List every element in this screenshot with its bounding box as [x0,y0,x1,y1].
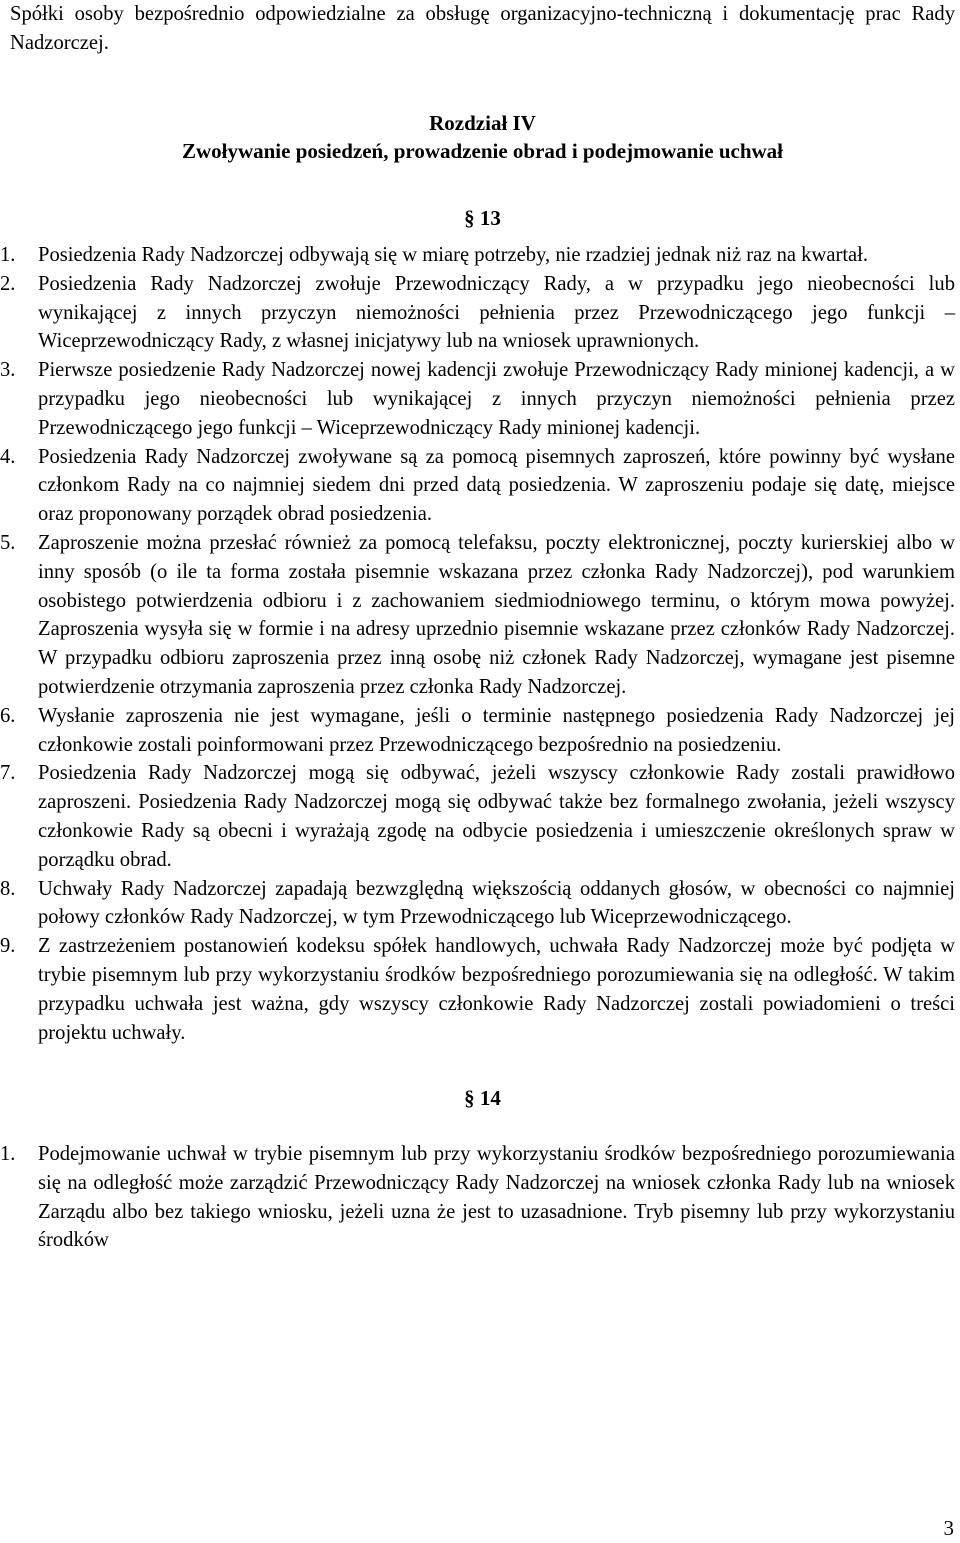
point-text: Posiedzenia Rady Nadzorczej mogą się odbywać, jeżeli wszyscy członkowie Rady zostali prawidłowo zaproszeni. Posiedzenia Rady Nadzorczej mogą się odbywać także bez formalnego zwołania, jeżeli wszyscy członkowie Rady są obecni i wyrażają zgodę na odbycie posiedzenia i umieszczenie określonych spraw w porządku obrad. [38,762,955,871]
point-number: 3. [0,359,16,382]
chapter-heading [10,109,955,167]
list-item [0,356,955,442]
chapter-title: Rozdział IV [429,110,536,135]
point-number: 1. [0,1143,16,1166]
section-13-heading: § 13 [464,206,501,231]
point-text: Uchwały Rady Nadzorczej zapadają bezwzględną większością oddanych głosów, w obecności co najmniej połowy członków Rady Nadzorczej, w tym Przewodniczącego lub Wiceprzewodniczącego. [38,877,955,929]
list-item [0,529,955,702]
list-item [0,241,955,270]
point-text: Pierwsze posiedzenie Rady Nadzorczej nowej kadencji zwołuje Przewodniczący Rady minionej kadencji, a w przypadku jego nieobecności lub wynikającej z innych przyczyn niemożności pełnienia przez Przewodniczącego jego funkcji – Wiceprzewodniczący Rady minionej kadencji. [38,359,955,439]
list-item [0,270,955,356]
list-item [0,1140,955,1255]
list-item [0,702,955,760]
chapter-subtitle: Zwoływanie posiedzeń, prowadzenie obrad i podejmowanie uchwał [181,139,784,164]
point-number: 2. [0,272,16,295]
point-number: 7. [0,762,16,785]
list-item [0,443,955,529]
point-text: Podejmowanie uchwał w trybie pisemnym lub przy wykorzystaniu środków bezpośredniego porozumiewania się na odległość może zarządzić Przewodniczący Rady Nadzorczej na wniosek członka Rady lub na wniosek Zarządu albo bez takiego wniosku, jeżeli uzna że jest to uzasadnione. Tryb pisemny lub przy wykorzystaniu środków [38,1143,955,1252]
point-text: Z zastrzeżeniem postanowień kodeksu spółek handlowych, uchwała Rady Nadzorczej może być podjęta w trybie pisemnym lub przy wykorzystaniu środków bezpośredniego porozumiewania się na odległość. W takim przypadku uchwała jest ważna, gdy wszyscy członkowie Rady Nadzorczej zostali powiadomieni o treści projektu uchwały. [38,935,955,1044]
point-text: Wysłanie zaproszenia nie jest wymagane, jeśli o terminie następnego posiedzenia Rady Nadzorczej jej członkowie zostali poinformowani przez Przewodniczącego bezpośrednio na posiedzeniu. [38,704,955,756]
point-number: 9. [0,935,16,958]
point-number: 5. [0,531,16,554]
point-text: Zaproszenie można przesłać również za pomocą telefaksu, poczty elektronicznej, poczty kurierskiej albo w inny sposób (o ile ta forma została pisemnie wskazana przez członka Rady Nadzorczej), pod warunkiem osobistego potwierdzenia odbioru i z zachowaniem siedmiodniowego terminu, o którym mowa powyżej. Zaproszenia wysyła się w formie i na adresy uprzednio pisemnie wskazane przez członków Rady Nadzorczej. W przypadku odbioru zaproszenia przez inną osobę niż członek Rady Nadzorczej, wymagane jest pisemne potwierdzenie otrzymania zaproszenia przez członka Rady Nadzorczej. [38,531,955,698]
point-number: 4. [0,445,16,468]
list-item [0,875,955,933]
point-text: Posiedzenia Rady Nadzorczej zwoływane są za pomocą pisemnych zaproszeń, które powinny być wysłane członkom Rady na co najmniej siedem dni przed datą posiedzenia. W zaproszeniu podaje się datę, miejsce oraz proponowany porządek obrad posiedzenia. [38,445,955,526]
point-number: 8. [0,877,16,900]
point-number: 1. [0,243,16,266]
list-item [0,759,955,874]
section-14-points [0,1140,955,1255]
intro-paragraph: Spółki osoby bezpośrednio odpowiedzialne za obsługę organizacyjno-techniczną i dokumentację prac Rady Nadzorczej. [10,3,955,54]
section-13-points [0,241,955,1047]
point-text: Posiedzenia Rady Nadzorczej odbywają się w miarę potrzeby, nie rzadziej jednak niż raz na kwartał. [38,243,869,266]
point-text: Posiedzenia Rady Nadzorczej zwołuje Przewodniczący Rady, a w przypadku jego nieobecności lub wynikającej z innych przyczyn niemożności pełnienia przez Przewodniczącego jego funkcji – Wiceprzewodniczący Rady, z własnej inicjatywy lub na wniosek uprawnionych. [38,272,955,353]
list-item [0,932,955,1047]
point-number: 6. [0,704,16,727]
section-14-heading: § 14 [464,1086,501,1111]
page-number: 3 [943,1516,954,1540]
